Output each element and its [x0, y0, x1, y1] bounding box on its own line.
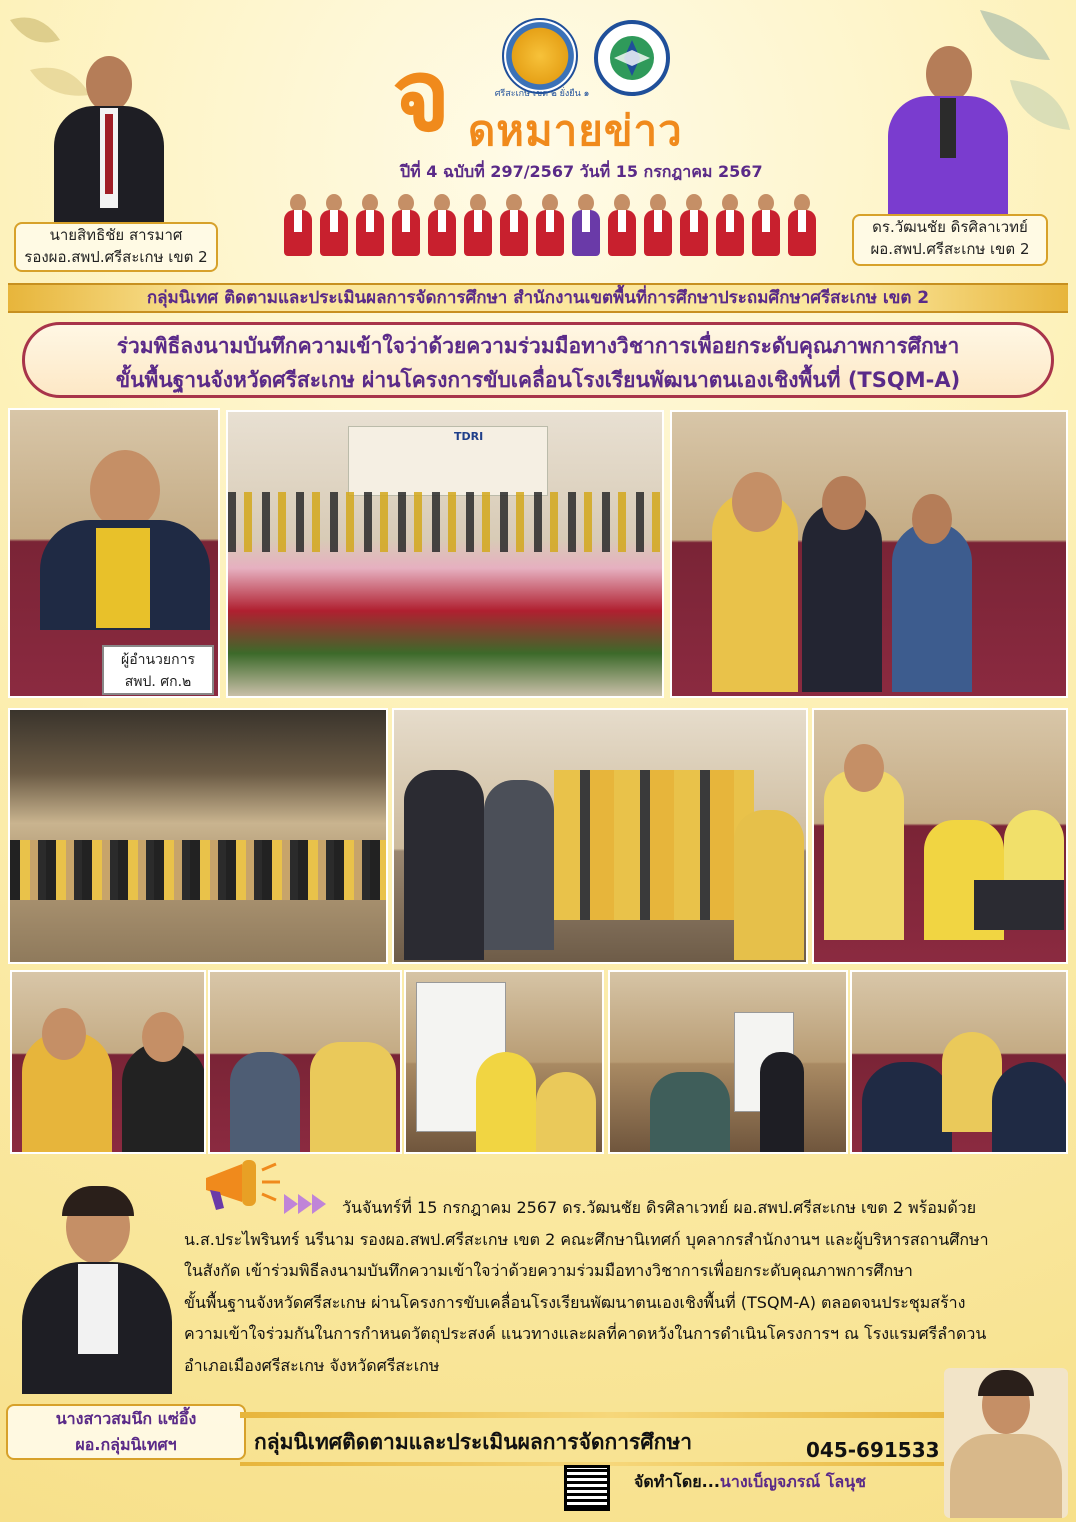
- headline-box: [22, 322, 1054, 398]
- supervisor-name: นางสาวสมนึก แซ่อึ้ง: [55, 1409, 197, 1428]
- photo-speaker-presentation: [608, 970, 848, 1154]
- supervisor-position: ผอ.กลุ่มนิเทศฯ: [75, 1435, 177, 1454]
- prepared-by-name: นางเบ็ญจภรณ์ โลนุช: [719, 1472, 867, 1491]
- deputy-director-namebox: [14, 222, 218, 272]
- photo-women-smiling: [10, 970, 206, 1154]
- body-line-1: วันจันทร์ที่ 15 กรกฎาคม 2567 ดร.วัฒนชัย ดิรศิลาเวทย์ ผอ.สพป.ศรีสะเกษ เขต 2 พร้อมด้วย: [342, 1198, 977, 1217]
- photo-circle-handshake: [392, 708, 808, 964]
- preparer-portrait: [944, 1368, 1068, 1518]
- photo-women-table: [208, 970, 402, 1154]
- footer-phone: 045-691533: [806, 1438, 940, 1462]
- deputy-director-name: นายสิทธิชัย สารมาศ: [49, 226, 183, 244]
- director-name-sign: ผู้อำนวยการ สพป. ศก.๒: [102, 645, 214, 695]
- group-banner: กลุ่มนิเทศ ติดตามและประเมินผลการจัดการศึกษา สำนักงานเขตพื้นที่การศึกษาประถมศึกษาศรีสะเกษ เขต 2: [8, 283, 1068, 313]
- director-namebox: [852, 214, 1048, 266]
- deputy-director-position: รองผอ.สพป.ศรีสะเกษ เขต 2: [24, 248, 208, 266]
- supervisor-portrait: [22, 1186, 172, 1394]
- body-line-4: ขั้นพื้นฐานจังหวัดศรีสะเกษ ผ่านโครงการขับเคลื่อนโรงเรียนพัฒนาตนเองเชิงพื้นที่ (TSQM-A) ตลอดจนประชุมสร้าง: [184, 1292, 966, 1312]
- title-text: ดหมายข่าว: [468, 106, 683, 155]
- headline-line-1: ร่วมพิธีลงนามบันทึกความเข้าใจว่าด้วยความร่วมมือทางวิชาการเพื่อยกระดับคุณภาพการศึกษา: [116, 334, 960, 358]
- deputy-director-portrait: [54, 48, 164, 222]
- photo-group-hall: [8, 708, 388, 964]
- newsletter-title: [392, 37, 722, 164]
- prepared-by-label: จัดทำโดย...: [634, 1472, 720, 1491]
- body-line-6: อำเภอเมืองศรีสะเกษ จังหวัดศรีสะเกษ: [184, 1355, 440, 1375]
- photo-director-at-table: [8, 408, 220, 698]
- prepared-by: [634, 1470, 866, 1495]
- photo-flipchart-session: [404, 970, 604, 1154]
- photo-mou-ceremony-stage: [226, 410, 664, 698]
- headline-line-2: ขั้นพื้นฐานจังหวัดศรีสะเกษ ผ่านโครงการขับเคลื่อนโรงเรียนพัฒนาตนเองเชิงพื้นที่ (TSQM-A): [115, 368, 961, 392]
- director-position: ผอ.สพป.ศรีสะเกษ เขต 2: [870, 240, 1030, 258]
- footer-divider-top: [240, 1412, 980, 1418]
- body-line-3: ในสังกัด เข้าร่วมพิธีลงนามบันทึกความเข้าใจว่าด้วยความร่วมมือทางวิชาการเพื่อยกระดับคุณภาพการศึกษา: [184, 1261, 913, 1280]
- photo-presenters-laptops: [812, 708, 1068, 964]
- backdrop-tdri-label: TDRI: [454, 430, 484, 443]
- body-line-5: ความเข้าใจร่วมกันในการกำหนดวัตถุประสงค์ แนวทางและผลที่คาดหวังในการดำเนินโครงการฯ ณ โรงแรมศรีลำดวน: [184, 1324, 987, 1343]
- news-body: [184, 1192, 1068, 1381]
- photo-officials-at-table: [670, 410, 1068, 698]
- photo-participants-masks: [850, 970, 1068, 1154]
- body-line-2: น.ส.ประไพรินทร์ นรีนาม รองผอ.สพป.ศรีสะเกษ เขต 2 คณะศึกษานิเทศก์ บุคลากรสำนักงานฯ และผู้บริหารสถานศึกษา: [184, 1229, 989, 1249]
- director-portrait: [888, 40, 1008, 216]
- qr-code[interactable]: [564, 1465, 610, 1511]
- issue-line: ปีที่ 4 ฉบับที่ 297/2567 วันที่ 15 กรกฎาคม 2567: [400, 162, 763, 181]
- supervisor-namebox: [6, 1404, 246, 1460]
- footer-divider-bottom: [240, 1462, 980, 1466]
- footer-group-name: กลุ่มนิเทศติดตามและประเมินผลการจัดการศึกษา: [254, 1430, 692, 1454]
- director-name: ดร.วัฒนชัย ดิรศิลาเวทย์: [872, 218, 1028, 236]
- logo-caption: ศรีสะเกษ เขต ๒ ยั่งยืน ๑: [494, 89, 590, 99]
- title-initial: จ: [392, 37, 451, 154]
